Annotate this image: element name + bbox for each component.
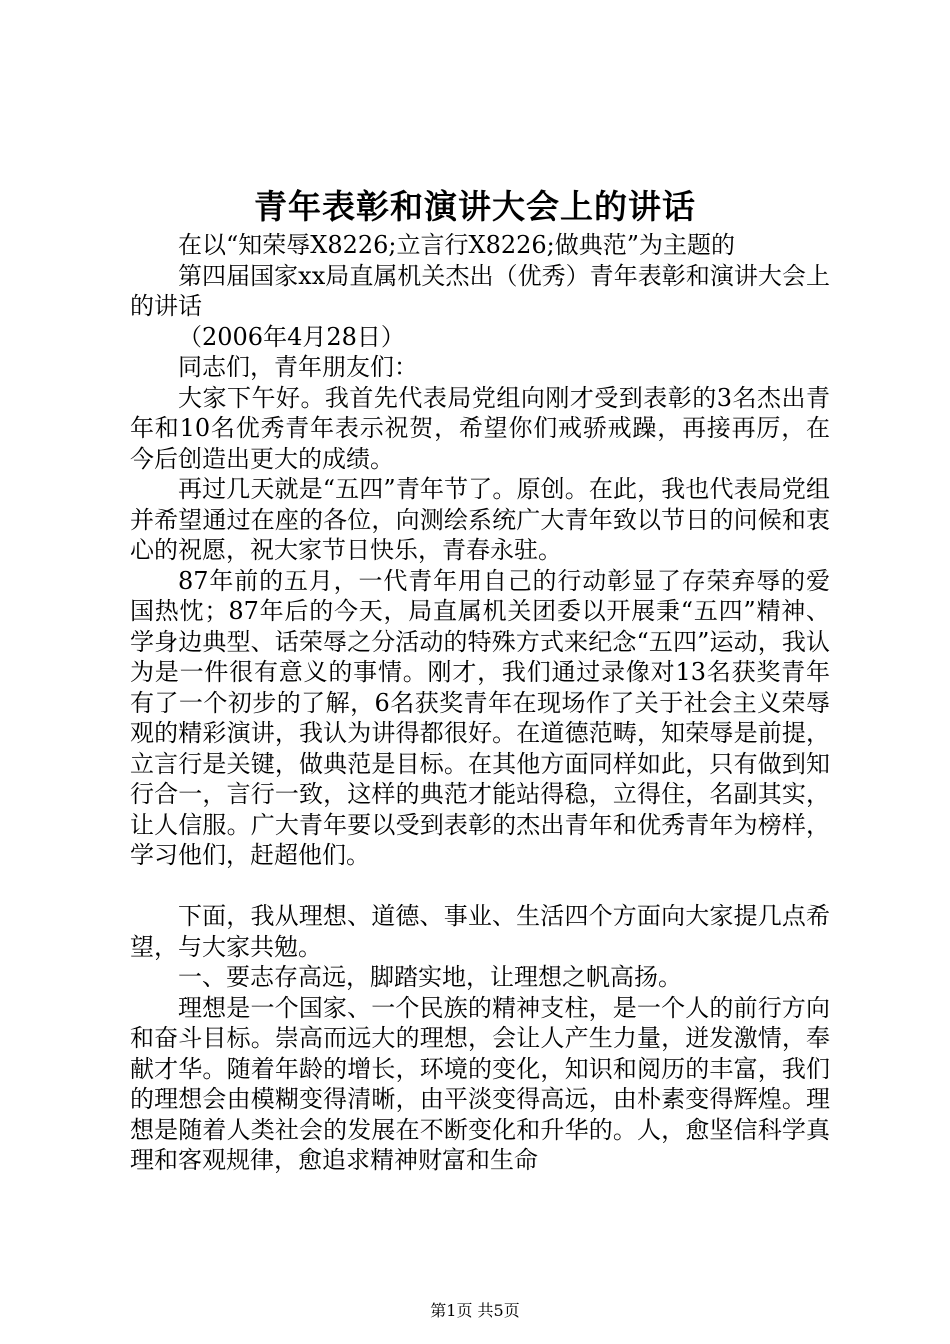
page-footer: 第1页 共5页 xyxy=(430,1301,520,1320)
paragraph-may-fourth: 87年前的五月，一代青年用自己的行动彰显了存荣弃辱的爱国热忱；87年后的今天，局直属机关团委以开展秉“五四”精神、学身边典型、话荣辱之分活动的特殊方式来纪念“五四”运动，我认为是一件很有意义的事情。刚才，我们通过录像对13名获奖青年有了一个初步的了解，6名获奖青年在现场作了关于社会主义荣辱观的精彩演讲，我认为讲得都很好。在道德范畴，知荣辱是前提，立言行是关键，做典范是目标。在其他方面同样如此，只有做到知行合一，言行一致，这样的典范才能站得稳，立得住，名副其实，让人信服。广大青年要以受到表彰的杰出青年和优秀青年为榜样，学习他们，赶超他们。 xyxy=(130,566,830,869)
paragraph-spacer xyxy=(130,871,830,902)
paragraph-date: （2006年4月28日） xyxy=(178,322,405,351)
paragraph-event-line: 第四届国家xx局直属机关杰出（优秀）青年表彰和演讲大会上的讲话 xyxy=(130,261,830,320)
paragraph-theme-line: 在以“知荣辱X8226;立言行X8226;做典范”为主题的 xyxy=(178,231,736,259)
section-heading-ideals: 一、要志存高远，脚踏实地，让理想之帆高扬。 xyxy=(178,963,682,991)
paragraph-youth-day: 再过几天就是“五四”青年节了。原创。在此，我也代表局党组并希望通过在座的各位，向测绘系统广大青年致以节日的问候和衷心的祝愿，祝大家节日快乐，青春永驻。 xyxy=(130,475,830,564)
paragraph-salutation: 同志们，青年朋友们： xyxy=(178,353,418,381)
document-body xyxy=(130,230,830,1176)
document-title: 青年表彰和演讲大会上的讲话 xyxy=(254,187,696,226)
paragraph-ideals: 理想是一个国家、一个民族的精神支柱，是一个人的前行方向和奋斗目标。崇高而远大的理想，会让人产生力量，迸发激情，奉献才华。随着年龄的增长，环境的变化，知识和阅历的丰富，我们的理想会由模糊变得清晰，由平淡变得高远，由朴素变得辉煌。理想是随着人类社会的发展在不断变化和升华的。人，愈坚信科学真理和客观规律，愈追求精神财富和生命 xyxy=(130,993,830,1174)
paragraph-hopes-intro: 下面，我从理想、道德、事业、生活四个方面向大家提几点希望，与大家共勉。 xyxy=(130,902,830,961)
paragraph-greeting: 大家下午好。我首先代表局党组向刚才受到表彰的3名杰出青年和10名优秀青年表示祝贺，希望你们戒骄戒躁，再接再厉，在今后创造出更大的成绩。 xyxy=(130,383,830,473)
